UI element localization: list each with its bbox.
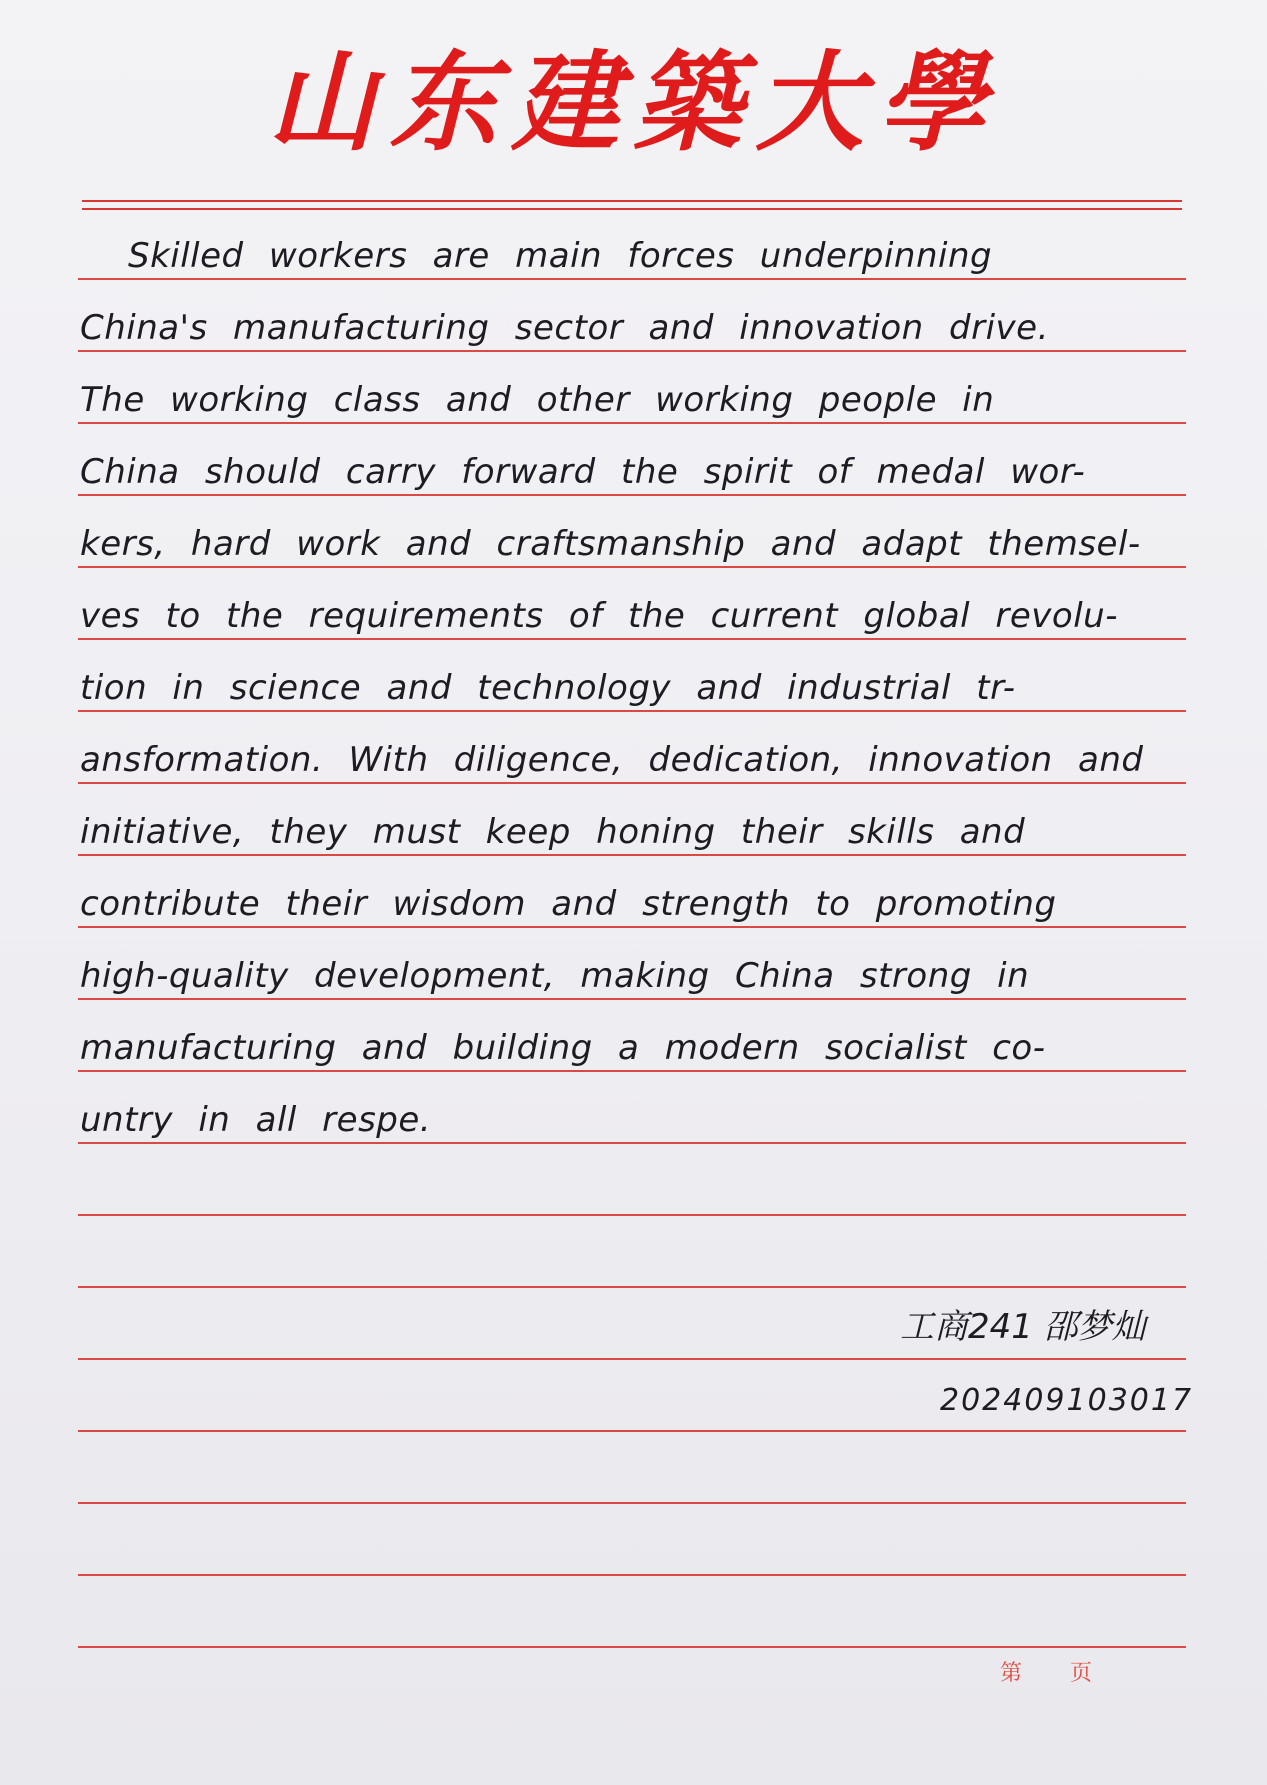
- essay-line: manufacturing and building a modern socialist co-: [80, 1028, 1046, 1068]
- essay-line: initiative, they must keep honing their skills and: [80, 812, 1026, 852]
- ruled-line: [78, 1646, 1186, 1648]
- signature-class-and-name: 工商241 邵梦灿: [900, 1307, 1146, 1347]
- header-rule-lower: [82, 208, 1182, 210]
- essay-line: Skilled workers are main forces underpinning: [128, 236, 993, 276]
- ruled-line: [78, 1286, 1186, 1288]
- signature-student-id: 202409103017: [940, 1383, 1194, 1418]
- essay-line: contribute their wisdom and strength to promoting: [80, 884, 1057, 924]
- essay-line: kers, hard work and craftsmanship and adapt themsel-: [80, 524, 1141, 564]
- ruled-line: [78, 1358, 1186, 1360]
- essay-line: ves to the requirements of the current global revolu-: [80, 596, 1118, 636]
- ruled-line: [78, 1430, 1186, 1432]
- essay-line: China should carry forward the spirit of medal wor-: [80, 452, 1086, 492]
- essay-line: high-quality development, making China strong in: [80, 956, 1030, 996]
- page-label-prefix: 第: [1000, 1661, 1023, 1686]
- ruled-line: [78, 1214, 1186, 1216]
- header-rule-upper: [82, 200, 1182, 202]
- page-label-suffix: 页: [1070, 1661, 1093, 1686]
- ruled-line: [78, 1574, 1186, 1576]
- essay-line: untry in all respe.: [80, 1100, 432, 1140]
- essay-line: The working class and other working people in: [80, 380, 995, 420]
- ruled-line: [78, 1502, 1186, 1504]
- essay-line: tion in science and technology and industrial tr-: [80, 668, 1016, 708]
- page-header-university-name: 山东建築大學: [267, 40, 1000, 166]
- page-number-label: [1000, 1657, 1120, 1691]
- essay-line: China's manufacturing sector and innovation drive.: [80, 308, 1049, 348]
- essay-line: ansformation. With diligence, dedication, innovation and: [80, 740, 1144, 780]
